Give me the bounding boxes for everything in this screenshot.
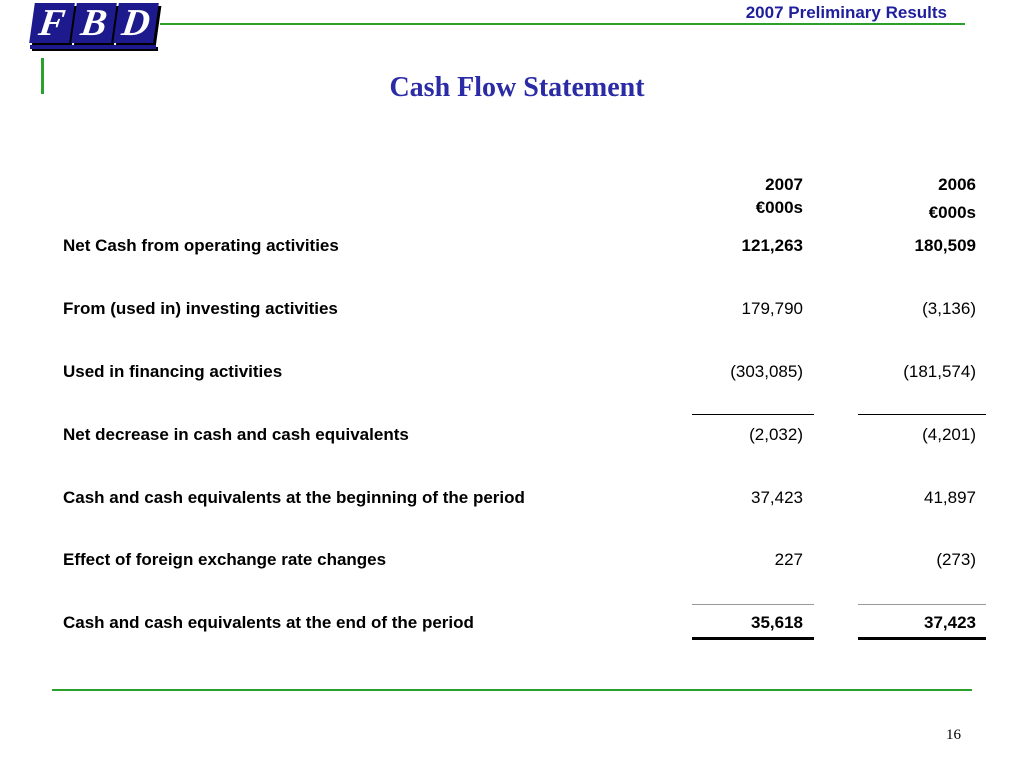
row-label-net-decrease: Net decrease in cash and cash equivalents	[63, 425, 409, 444]
footer-rule	[52, 689, 972, 691]
fbd-logo	[30, 1, 160, 51]
column-header-2006-year: 2006	[938, 175, 976, 194]
row-label-operating: Net Cash from operating activities	[63, 236, 339, 255]
column-header-2007-year: 2007	[765, 175, 803, 194]
row-value-operating-2006: 180,509	[914, 236, 976, 255]
column-header-2007-unit: €000s	[755, 198, 803, 217]
column-header-2006-unit: €000s	[928, 203, 976, 222]
row-label-end-period: Cash and cash equivalents at the end of the period	[63, 613, 474, 632]
total-top-rule-2007	[692, 604, 814, 605]
row-value-financing-2007: (303,085)	[730, 362, 803, 381]
subtotal-rule-2006	[858, 414, 986, 415]
slide-title: Cash Flow Statement	[389, 72, 645, 103]
row-label-fx-effect: Effect of foreign exchange rate changes	[63, 550, 387, 569]
subtotal-rule-2007	[692, 414, 814, 415]
total-top-rule-2006	[858, 604, 986, 605]
row-value-operating-2007: 121,263	[741, 236, 803, 255]
row-value-end-period-2007: 35,618	[751, 613, 803, 632]
row-label-beginning: Cash and cash equivalents at the beginning of the period	[63, 488, 525, 507]
total-bottom-rule-2006	[858, 637, 986, 640]
row-value-net-decrease-2007: (2,032)	[749, 425, 803, 444]
logo-letter-b: B	[71, 3, 117, 43]
row-label-investing: From (used in) investing activities	[63, 299, 338, 318]
row-value-investing-2006: (3,136)	[922, 299, 976, 318]
row-value-investing-2007: 179,790	[741, 299, 803, 318]
row-value-beginning-2007: 37,423	[751, 488, 803, 507]
row-value-fx-effect-2006: (273)	[936, 550, 976, 569]
row-value-financing-2006: (181,574)	[903, 362, 976, 381]
row-label-financing: Used in financing activities	[63, 362, 283, 381]
row-value-end-period-2006: 37,423	[924, 613, 976, 632]
page-number: 16	[946, 727, 961, 743]
row-value-beginning-2006: 41,897	[924, 488, 976, 507]
row-value-fx-effect-2007: 227	[774, 550, 803, 569]
total-bottom-rule-2007	[692, 637, 814, 640]
row-value-net-decrease-2006: (4,201)	[922, 425, 976, 444]
header-rule	[160, 23, 965, 25]
logo-letter-d: D	[113, 3, 159, 43]
logo-underline	[30, 45, 156, 49]
logo-letter-f: F	[29, 3, 75, 43]
header-title: 2007 Preliminary Results	[745, 3, 947, 22]
